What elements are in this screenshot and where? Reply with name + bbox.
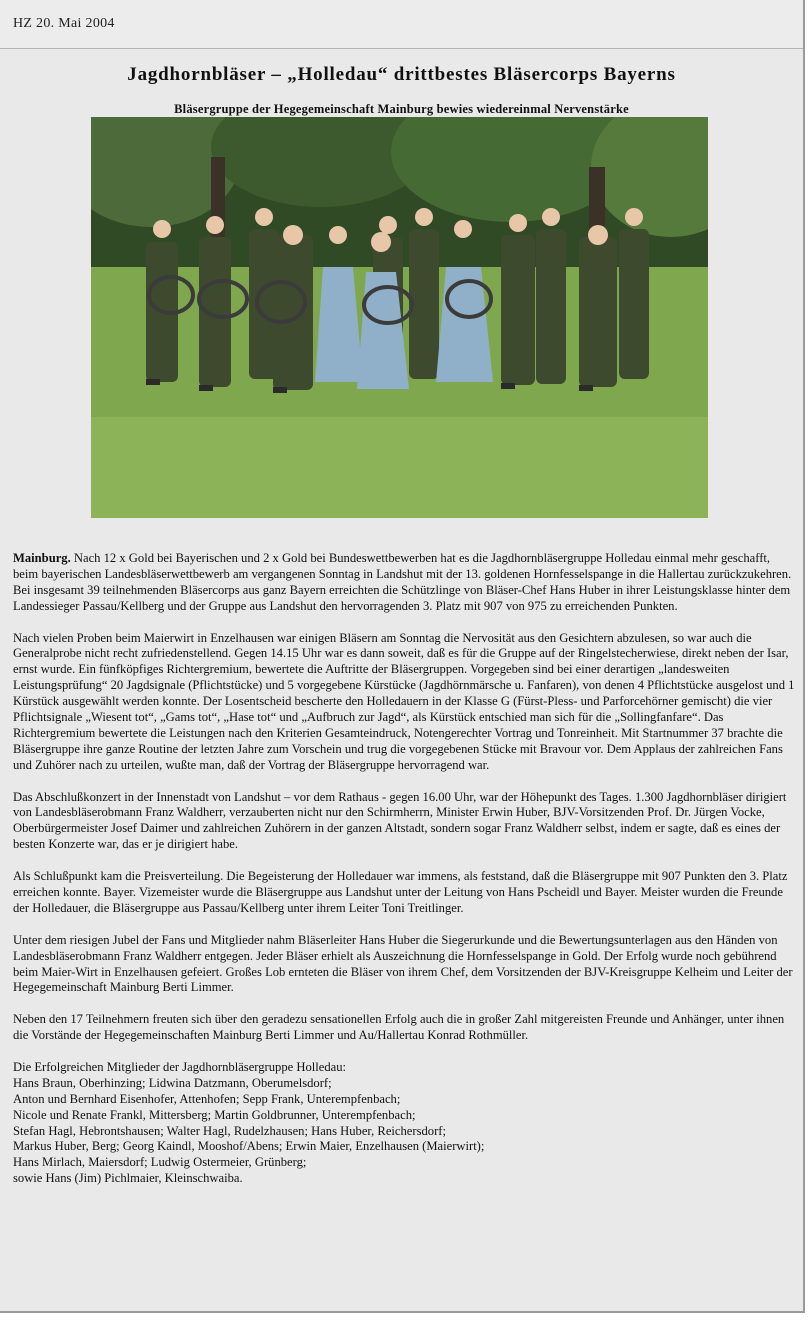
article-paragraph-3: Das Abschlußkonzert in der Innenstadt von Landshut – vor dem Rathaus - gegen 16.00 Uhr, war der Höhepunkt des Tages. 1.300 Jagdhornbläser dirigiert von Landesbläserobmann Franz Waldherr, verzauberten nicht nur den Schirmherrn, Minister Erwin Huber, BJV-Vorsitzenden Prof. Dr. Jürgen Vocke, Oberbürgermeister Josef Daimer und zahlreichen Zuhörern in der ganzen Altstadt, sondern sogar Franz Waldherr selbst, indem er sagte, daß es eines der besten Konzerte war, das er je dirigiert habe. bbox=[13, 789, 787, 852]
members-line: Nicole und Renate Frankl, Mittersberg; Martin Goldbrunner, Unterempfenbach; bbox=[13, 1107, 416, 1122]
article-paragraph-4: Als Schlußpunkt kam die Preisverteilung. Die Begeisterung der Holledauer war immens, als feststand, daß die Bläsergruppe mit 907 Punkten den 3. Platz erreichen konnte. Bayer. Vizemeister wurde die Bläsergruppe aus Landshut unter der Leitung von Hans Pscheidl und Bayer. Meister wurden die Freunde der Holledauer, die Bläsergruppe aus Passau/Kellberg unter ihrem Leiter Toni Treitlinger. bbox=[13, 869, 788, 915]
publication-date: HZ 20. Mai 2004 bbox=[13, 16, 115, 31]
article-paragraph-5: Unter dem riesigen Jubel der Fans und Mitglieder nahm Bläserleiter Hans Huber die Siegerurkunde und die Bewertungsunterlagen aus den Händen von Landesbläserobmann Franz Waldherr entgegen. Jeder Bläser erhielt als Auszeichnung die Hornfesselspange in Gold. Der Erfolg wurde noch gebührend beim Maier-Wirt in Enzelhausen gefeiert. Großes Lob ernteten die Bläser von ihrem Chef, dem Vorsitzenden der BJV-Kreisgruppe Kelheim und Leiter der Hegegemeinschaft Mainburg Berti Limmer. bbox=[13, 932, 793, 995]
members-intro: Die Erfolgreichen Mitglieder der Jagdhornbläsergruppe Holledau: bbox=[13, 1059, 347, 1074]
paragraph-text: Nach 12 x Gold bei Bayerischen und 2 x Gold bei Bundeswettbewerben hat es die Jagdhornbläsergruppe Holledau einmal mehr geschafft, beim bayerischen Landesbläserwettbewerb am vergangenen Sonntag in Landshut mit der 13. goldenen Hornfesselspange in die Hallertau zurückzukehren. Bei insgesamt 39 teilnehmenden Bläsercorps aus ganz Bayern erreichten die Schützlinge von Bläser-Chef Hans Huber in ihrer Leistungsklasse hinter dem Landessieger Passau/Kellberg und der Gruppe aus Landshut den hervorragenden 3. Platz mit 907 von 975 zu erreichenden Punkten. bbox=[13, 551, 792, 613]
article-paragraph-1 bbox=[13, 551, 797, 615]
dateline-location: Mainburg. bbox=[13, 551, 71, 565]
article-paragraph-6: Neben den 17 Teilnehmern freuten sich über den geradezu sensationellen Erfolg auch die in großer Zahl mitgereisten Freunde und Anhänger, unter ihnen die Vorstände der Hegegemeinschaften Mainburg Berti Limmer und Au/Hallertau Konrad Rothmüller. bbox=[13, 1012, 785, 1043]
group-photo bbox=[91, 117, 708, 518]
lawn-foreground bbox=[91, 417, 708, 518]
members-line: sowie Hans (Jim) Pichlmaier, Kleinschwaiba. bbox=[13, 1171, 243, 1186]
members-line: Stefan Hagl, Hebrontshausen; Walter Hagl, Rudelzhausen; Hans Huber, Reichersdorf; bbox=[13, 1123, 446, 1138]
members-line: Hans Mirlach, Maiersdorf; Ludwig Ostermeier, Grünberg; bbox=[13, 1155, 307, 1170]
article-headline: Jagdhornbläser – „Holledau“ drittbestes Bläsercorps Bayerns bbox=[127, 64, 676, 85]
members-line: Hans Braun, Oberhinzing; Lidwina Datzmann, Oberumelsdorf; bbox=[13, 1075, 332, 1090]
article-body bbox=[13, 551, 797, 1187]
group-photo-illustration bbox=[91, 117, 708, 518]
header-bar bbox=[0, 0, 803, 49]
article-subheadline: Bläsergruppe der Hegegemeinschaft Mainburg bewies wiedereinmal Nervenstärke bbox=[174, 102, 629, 116]
members-line: Anton und Bernhard Eisenhofer, Attenhofen; Sepp Frank, Unterempfenbach; bbox=[13, 1091, 401, 1106]
article-paragraph-2: Nach vielen Proben beim Maierwirt in Enzelhausen war einigen Bläsern am Sonntag die Nervosität aus den Gesichtern abzulesen, so war auch die Generalprobe nicht recht zufriedenstellend. Gegen 14.15 Uhr war es dann soweit, daß es für die Gruppe auf der Ringelstecherwiese, direkt neben der Isar, ernst wurde. Ein fünfköpfiges Richtergremium, bewertete die Auftritte der Bläsergruppen. Vorgegeben sind bei einer derartigen „landesweiten Leistungsprüfung“ 20 Jagdsignale (Pflichtstücke) und 5 vorgegebene Kürstücke (Jagdhörnmärsche u. Fanfaren), von denen 4 Pflichtstücke ausgelost und 1 Kürstück ausgewählt werden konnte. Der Losentscheid bescherte den Holledauern in der Klasse G (Fürst-Pless- und Parforcehörner gemischt) die vier Pflichtsignale „Wiesent tot“, „Gams tot“, „Hase tot“ und „Aufbruch zur Jagd“, als Kürstück entschied man sich für die „Sollingfanfare“. Das Richtergremium bewertete die Leistungen nach den Kriterien Gesamteindruck, Notengerechter Vortrag und Tonreinheit. Mit Startnummer 37 brachte die Bläsergruppe ihre ganze Routine der letzten Jahre zum Vorschein und trug die vorgegebenen Stücke mit Bravour vor. Dem Applaus der zahlreichen Fans und Zuhörer nach zu urteilen, wußte man, daß der Vortrag der Bläsergruppe hervorragend war. bbox=[13, 630, 795, 772]
members-line: Markus Huber, Berg; Georg Kaindl, Mooshof/Abens; Erwin Maier, Enzelhausen (Maierwirt); bbox=[13, 1139, 485, 1154]
members-list bbox=[13, 1076, 797, 1187]
